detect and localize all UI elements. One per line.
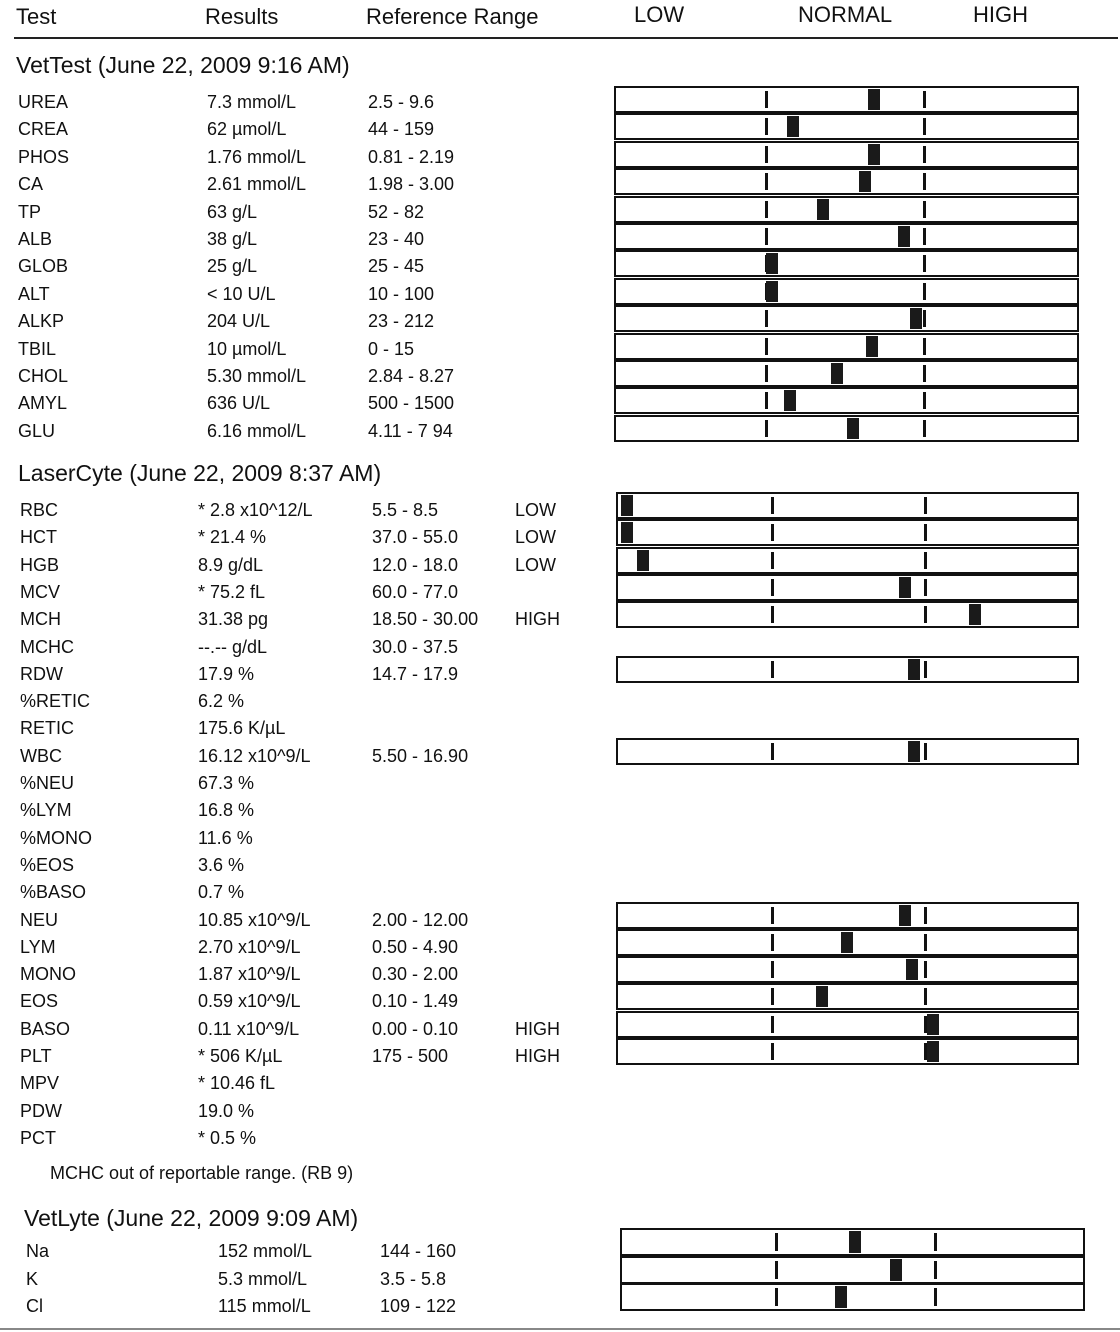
test-name: PDW: [20, 1100, 62, 1121]
low-boundary-tick: [765, 91, 768, 108]
reference-range: 0.00 - 0.10: [372, 1018, 459, 1039]
result-value: --.-- g/dL: [198, 636, 268, 657]
range-indicator-bar: [616, 492, 1079, 519]
reference-range: 5.5 - 8.5: [372, 500, 439, 520]
range-indicator-bar: [616, 601, 1079, 628]
reference-range: 4.11 - 7 94: [368, 420, 453, 441]
low-boundary-tick: [771, 961, 774, 978]
range-indicator-bar: [614, 333, 1079, 360]
reference-range: 25 - 45: [368, 256, 425, 277]
range-indicator-bar: [614, 223, 1079, 250]
result-value: 16.12 x10^9/L: [198, 745, 311, 766]
range-indicator-bar: [614, 360, 1079, 387]
reference-range: 175 - 500: [372, 1046, 449, 1066]
test-name: UREA: [18, 92, 69, 112]
result-value: * 10.46 fL: [198, 1073, 276, 1094]
low-boundary-tick: [765, 118, 768, 135]
range-indicator-bar: [614, 305, 1079, 332]
value-marker: [908, 741, 920, 762]
range-indicator-bar: [616, 656, 1079, 683]
test-name: HCT: [20, 527, 57, 548]
high-boundary-tick: [923, 283, 926, 300]
result-value: 1.87 x10^9/L: [198, 964, 301, 985]
col-header-test: Test: [16, 4, 57, 29]
section-title: VetTest (June 22, 2009 9:16 AM): [16, 52, 350, 78]
range-indicator-bar: [614, 113, 1079, 140]
reference-range: 109 - 122: [380, 1296, 457, 1316]
test-name: RDW: [20, 663, 63, 684]
low-boundary-tick: [771, 988, 774, 1005]
value-marker: [835, 1286, 847, 1308]
range-indicator-bar: [616, 902, 1079, 929]
range-indicator-bar: [614, 387, 1079, 414]
test-name: GLOB: [18, 256, 69, 277]
test-name: PLT: [20, 1046, 52, 1066]
range-indicator-bar: [614, 168, 1079, 195]
high-boundary-tick: [923, 91, 926, 108]
result-value: 19.0 %: [198, 1100, 255, 1121]
test-name: LYM: [20, 936, 56, 957]
value-marker: [866, 336, 878, 357]
value-marker: [906, 959, 918, 980]
status-flag: HIGH: [515, 609, 560, 630]
result-value: 0.7 %: [198, 882, 245, 903]
low-boundary-tick: [765, 392, 768, 409]
result-value: 152 mmol/L: [218, 1241, 313, 1261]
value-marker: [899, 905, 911, 926]
result-value: * 2.8 x10^12/L: [198, 500, 313, 520]
low-boundary-tick: [771, 1043, 774, 1060]
range-indicator-bar: [616, 574, 1079, 601]
footer-rule: [0, 1328, 1120, 1330]
high-boundary-tick: [924, 907, 927, 924]
high-boundary-tick: [924, 497, 927, 514]
test-name: CHOL: [18, 366, 69, 386]
low-boundary-tick: [771, 907, 774, 924]
test-name: RBC: [20, 500, 59, 520]
high-boundary-tick: [924, 606, 927, 623]
value-marker: [899, 577, 911, 598]
high-boundary-tick: [923, 201, 926, 218]
low-boundary-tick: [775, 1233, 778, 1251]
reference-range: 44 - 159: [368, 119, 435, 140]
col-header-reference-range: Reference Range: [366, 4, 539, 29]
high-boundary-tick: [924, 934, 927, 951]
reference-range: 0 - 15: [368, 338, 415, 359]
result-value: 636 U/L: [207, 393, 271, 414]
value-marker: [868, 89, 880, 110]
value-marker: [847, 418, 859, 439]
high-boundary-tick: [923, 255, 926, 272]
range-indicator-bar: [620, 1283, 1085, 1311]
range-indicator-bar: [614, 250, 1079, 277]
value-marker: [927, 1014, 939, 1035]
low-boundary-tick: [771, 661, 774, 678]
range-indicator-bar: [614, 278, 1079, 305]
result-value: 67.3 %: [198, 773, 255, 793]
reference-range: 144 - 160: [380, 1241, 457, 1261]
test-name: RETIC: [20, 718, 74, 739]
result-value: < 10 U/L: [207, 283, 276, 304]
low-boundary-tick: [765, 201, 768, 218]
range-indicator-bar: [616, 1038, 1079, 1065]
high-boundary-tick: [924, 579, 927, 596]
low-boundary-tick: [765, 365, 768, 382]
result-value: 115 mmol/L: [218, 1296, 311, 1316]
range-indicator-bar: [616, 929, 1079, 956]
test-name: Na: [26, 1241, 50, 1261]
value-marker: [890, 1259, 902, 1281]
low-boundary-tick: [765, 310, 768, 327]
test-name: %NEU: [20, 773, 75, 793]
value-marker: [849, 1231, 861, 1253]
test-name: PHOS: [18, 146, 70, 167]
header-rule: [14, 37, 1118, 39]
result-value: 6.2 %: [198, 691, 245, 712]
reference-range: 0.81 - 2.19: [368, 146, 455, 167]
reference-range: 2.00 - 12.00: [372, 909, 469, 930]
high-boundary-tick: [923, 420, 926, 437]
value-marker: [831, 363, 843, 384]
reference-range: 2.84 - 8.27: [368, 366, 455, 386]
reference-range: 1.98 - 3.00: [368, 174, 455, 195]
test-name: MCH: [20, 609, 61, 630]
test-name: ALT: [18, 283, 50, 304]
test-name: K: [26, 1268, 39, 1289]
high-boundary-tick: [923, 228, 926, 245]
range-indicator-bar: [614, 86, 1079, 113]
reference-range: 500 - 1500: [368, 393, 455, 414]
value-marker: [868, 144, 880, 165]
result-value: 62 µmol/L: [207, 119, 287, 140]
status-flag: LOW: [515, 500, 557, 520]
test-name: GLU: [18, 420, 56, 441]
reference-range: 30.0 - 37.5: [372, 636, 459, 657]
test-name: TP: [18, 201, 42, 222]
test-name: ALB: [18, 229, 53, 249]
range-indicator-bar: [616, 956, 1079, 983]
test-name: MONO: [20, 964, 76, 985]
col-header-normal: NORMAL: [798, 2, 893, 27]
high-boundary-tick: [924, 961, 927, 978]
high-boundary-tick: [923, 392, 926, 409]
high-boundary-tick: [923, 146, 926, 163]
value-marker: [817, 199, 829, 220]
high-boundary-tick: [923, 365, 926, 382]
range-indicator-bar: [614, 415, 1079, 442]
reference-range: 52 - 82: [368, 201, 425, 222]
report-note: MCHC out of reportable range. (RB 9): [50, 1163, 354, 1183]
high-boundary-tick: [924, 988, 927, 1005]
section-title: LaserCyte (June 22, 2009 8:37 AM): [18, 460, 382, 486]
range-indicator-bar: [616, 547, 1079, 574]
high-boundary-tick: [923, 173, 926, 190]
value-marker: [841, 932, 853, 953]
low-boundary-tick: [771, 579, 774, 596]
test-name: Cl: [26, 1296, 43, 1316]
test-name: MCV: [20, 581, 60, 602]
value-marker: [927, 1041, 939, 1062]
value-marker: [784, 390, 796, 411]
high-boundary-tick: [923, 310, 926, 327]
reference-range: 18.50 - 30.00: [372, 609, 479, 630]
low-boundary-tick: [771, 497, 774, 514]
low-boundary-tick: [765, 173, 768, 190]
value-marker: [908, 659, 920, 680]
low-boundary-tick: [771, 552, 774, 569]
value-marker: [859, 171, 871, 192]
range-indicator-bar: [614, 196, 1079, 223]
low-boundary-tick: [771, 743, 774, 760]
range-indicator-bar: [620, 1228, 1085, 1256]
high-boundary-tick: [934, 1288, 937, 1306]
reference-range: 0.10 - 1.49: [372, 991, 459, 1012]
high-boundary-tick: [923, 338, 926, 355]
value-marker: [910, 308, 922, 329]
result-value: 5.3 mmol/L: [218, 1268, 308, 1289]
test-name: AMYL: [18, 393, 68, 414]
col-header-high: HIGH: [973, 2, 1028, 27]
low-boundary-tick: [775, 1261, 778, 1279]
result-value: 16.8 %: [198, 800, 255, 821]
low-boundary-tick: [771, 934, 774, 951]
result-value: 7.3 mmol/L: [207, 92, 297, 112]
status-flag: LOW: [515, 554, 557, 575]
status-flag: LOW: [515, 527, 557, 548]
low-boundary-tick: [765, 420, 768, 437]
result-value: 0.11 x10^9/L: [198, 1018, 300, 1039]
reference-range: 0.30 - 2.00: [372, 964, 459, 985]
value-marker: [787, 116, 799, 137]
result-value: 8.9 g/dL: [198, 554, 264, 575]
high-boundary-tick: [924, 552, 927, 569]
reference-range: 10 - 100: [368, 283, 435, 304]
result-value: * 506 K/µL: [198, 1046, 283, 1066]
value-marker: [969, 604, 981, 625]
test-name: MPV: [20, 1073, 60, 1094]
result-value: * 75.2 fL: [198, 581, 266, 602]
high-boundary-tick: [924, 661, 927, 678]
test-name: EOS: [20, 991, 59, 1012]
result-value: 1.76 mmol/L: [207, 146, 307, 167]
value-marker: [766, 281, 778, 302]
range-indicator-bar: [616, 738, 1079, 765]
result-value: * 21.4 %: [198, 527, 267, 548]
low-boundary-tick: [771, 606, 774, 623]
test-name: PCT: [20, 1127, 56, 1148]
result-value: * 0.5 %: [198, 1127, 257, 1148]
result-value: 63 g/L: [207, 201, 258, 222]
result-value: 11.6 %: [198, 827, 253, 848]
result-value: 175.6 K/µL: [198, 718, 286, 739]
range-indicator-bar: [616, 983, 1079, 1010]
low-boundary-tick: [765, 146, 768, 163]
value-marker: [766, 253, 778, 274]
reference-range: 60.0 - 77.0: [372, 581, 459, 602]
test-name: %MONO: [20, 827, 92, 848]
status-flag: HIGH: [515, 1018, 560, 1039]
reference-range: 23 - 212: [368, 311, 435, 332]
low-boundary-tick: [765, 228, 768, 245]
result-value: 10 µmol/L: [207, 338, 287, 359]
high-boundary-tick: [923, 118, 926, 135]
low-boundary-tick: [775, 1288, 778, 1306]
result-value: 204 U/L: [207, 311, 271, 332]
test-name: ALKP: [18, 311, 65, 332]
result-value: 6.16 mmol/L: [207, 420, 307, 441]
high-boundary-tick: [934, 1261, 937, 1279]
result-value: 0.59 x10^9/L: [198, 991, 301, 1012]
section-title: VetLyte (June 22, 2009 9:09 AM): [24, 1205, 359, 1231]
value-marker: [621, 522, 633, 543]
test-name: TBIL: [18, 338, 57, 359]
reference-range: 5.50 - 16.90: [372, 745, 469, 766]
value-marker: [637, 550, 649, 571]
low-boundary-tick: [765, 338, 768, 355]
result-value: 31.38 pg: [198, 609, 269, 630]
result-value: 2.61 mmol/L: [207, 174, 307, 195]
reference-range: 12.0 - 18.0: [372, 554, 459, 575]
low-boundary-tick: [771, 524, 774, 541]
reference-range: 37.0 - 55.0: [372, 527, 459, 548]
result-value: 2.70 x10^9/L: [198, 936, 301, 957]
reference-range: 14.7 - 17.9: [372, 663, 459, 684]
range-indicator-bar: [616, 519, 1079, 546]
result-value: 5.30 mmol/L: [207, 366, 307, 386]
result-value: 10.85 x10^9/L: [198, 909, 311, 930]
high-boundary-tick: [924, 524, 927, 541]
value-marker: [621, 495, 633, 516]
low-boundary-tick: [771, 1016, 774, 1033]
test-name: %EOS: [20, 854, 75, 875]
test-name: CA: [18, 174, 44, 195]
test-name: CREA: [18, 119, 69, 140]
test-name: HGB: [20, 554, 60, 575]
result-value: 38 g/L: [207, 229, 258, 249]
test-name: %BASO: [20, 882, 87, 903]
result-value: 3.6 %: [198, 854, 245, 875]
reference-range: 23 - 40: [368, 229, 425, 249]
reference-range: 0.50 - 4.90: [372, 936, 459, 957]
value-marker: [898, 226, 910, 247]
col-header-low: LOW: [634, 2, 685, 27]
test-name: MCHC: [20, 636, 74, 657]
reference-range: 3.5 - 5.8: [380, 1268, 447, 1289]
test-name: NEU: [20, 909, 59, 930]
high-boundary-tick: [924, 743, 927, 760]
reference-range: 2.5 - 9.6: [368, 92, 435, 112]
range-indicator-bar: [620, 1256, 1085, 1284]
test-name: BASO: [20, 1018, 71, 1039]
status-flag: HIGH: [515, 1046, 560, 1066]
col-header-results: Results: [205, 4, 279, 29]
test-name: %RETIC: [20, 691, 91, 712]
range-indicator-bar: [614, 141, 1079, 168]
test-name: WBC: [20, 745, 62, 766]
result-value: 25 g/L: [207, 256, 258, 277]
test-name: %LYM: [20, 800, 72, 821]
high-boundary-tick: [934, 1233, 937, 1251]
range-indicator-bar: [616, 1011, 1079, 1038]
result-value: 17.9 %: [198, 663, 255, 684]
value-marker: [816, 986, 828, 1007]
